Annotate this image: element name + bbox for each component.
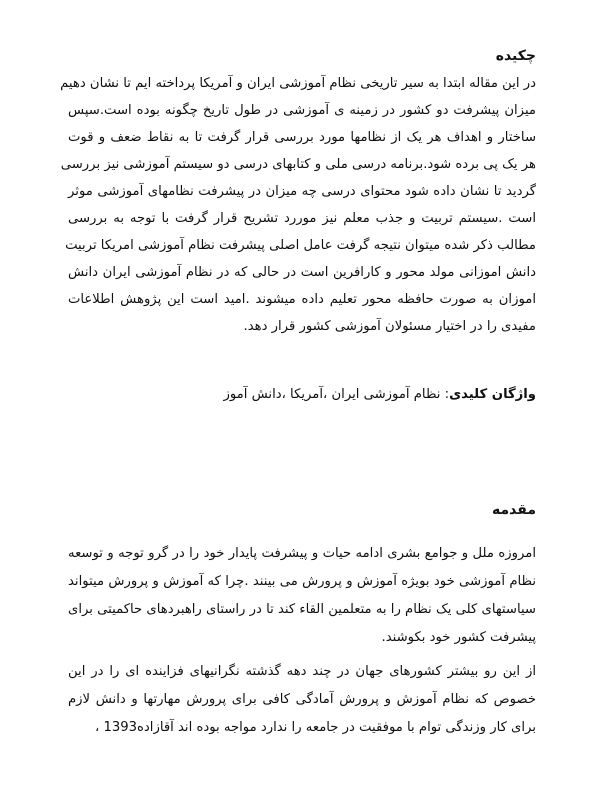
abstract-line: میزان پیشرفت دو کشور در زمینه ی آموزشی در طول تاریخ چگونه بوده است.سپس bbox=[68, 103, 536, 118]
abstract-line: مفیدی را در اختیار مسئولان آموزشی کشور قرار دهد. bbox=[243, 319, 536, 334]
intro-line: خصوص که نظام آموزش و پرورش آمادگی کافی برای پرورش مهارتها و دانش لازم bbox=[68, 692, 536, 707]
abstract-paragraph bbox=[60, 70, 536, 340]
keywords-label: واژگان کلیدی bbox=[449, 387, 536, 402]
intro-line: نظام آموزشی خود بویژه آموزش و پرورش می بینند .چرا که آموزش و پرورش میتواند bbox=[68, 574, 536, 589]
abstract-line: گردید تا نشان داده شود محتوای درسی چه میزان در پیشرفت نظامهای آموزشی موثر bbox=[68, 184, 536, 199]
abstract-heading: چکیده bbox=[495, 48, 536, 64]
abstract-line: است .سیستم تربیت و جذب معلم نیز موررد تشریح قرار گرفت با توجه به بررسی bbox=[68, 211, 536, 226]
abstract-line: ساختار و اهداف هر یک از نظامها مورد بررسی قرار گرفت تا به نقاط ضعف و قوت bbox=[68, 130, 536, 145]
intro-line: از این رو بیشتر کشورهای جهان در چند دهه گذشته نگرانیهای فزاینده ای را در این bbox=[68, 664, 536, 679]
intro-line: پیشرفت کشور خود بکوشند. bbox=[381, 630, 536, 645]
keywords-line bbox=[68, 385, 536, 405]
abstract-line: مطالب ذکر شده میتوان نتیجه گرفت عامل اصلی پیشرفت نظام آموزشی امریکا تربیت bbox=[65, 238, 536, 253]
intro-line: برای کار وزندگی توام با موفقیت در جامعه را ندارد مواجه بوده اند آقازاده1393 ، bbox=[94, 720, 536, 735]
intro-line: سیاستهای کلی یک نظام را به متعلمین القاء کند تا در راستای راهبردهای حاکمیتی برای bbox=[68, 602, 536, 617]
abstract-line: دانش اموزانی مولد محور و کارافرین است در حالی که در نظام آموزشی ایران دانش bbox=[68, 265, 536, 280]
keywords-text: : نظام آموزشی ایران ،آمریکا ،دانش آموز bbox=[223, 387, 450, 402]
abstract-line: در این مقاله ابتدا به سیر تاریخی نظام آموزشی ایران و آمریکا پرداخته ایم تا نشان دهیم bbox=[60, 76, 536, 91]
introduction-heading: مقدمه bbox=[492, 502, 536, 518]
introduction-paragraph-1 bbox=[68, 540, 536, 652]
intro-line: امروزه ملل و جوامع بشری ادامه حیات و پیشرفت پایدار خود را در گرو توجه و توسعه bbox=[68, 546, 536, 561]
abstract-line: اموزان به صورت حافظه محور تعلیم داده میشوند .امید است این پژوهش اطلاعات bbox=[68, 292, 536, 307]
introduction-paragraph-2 bbox=[68, 658, 536, 742]
abstract-line: هر یک پی برده شود.برنامه درسی ملی و کتابهای درسی دو سیستم آموزشی نیز بررسی bbox=[60, 157, 536, 172]
